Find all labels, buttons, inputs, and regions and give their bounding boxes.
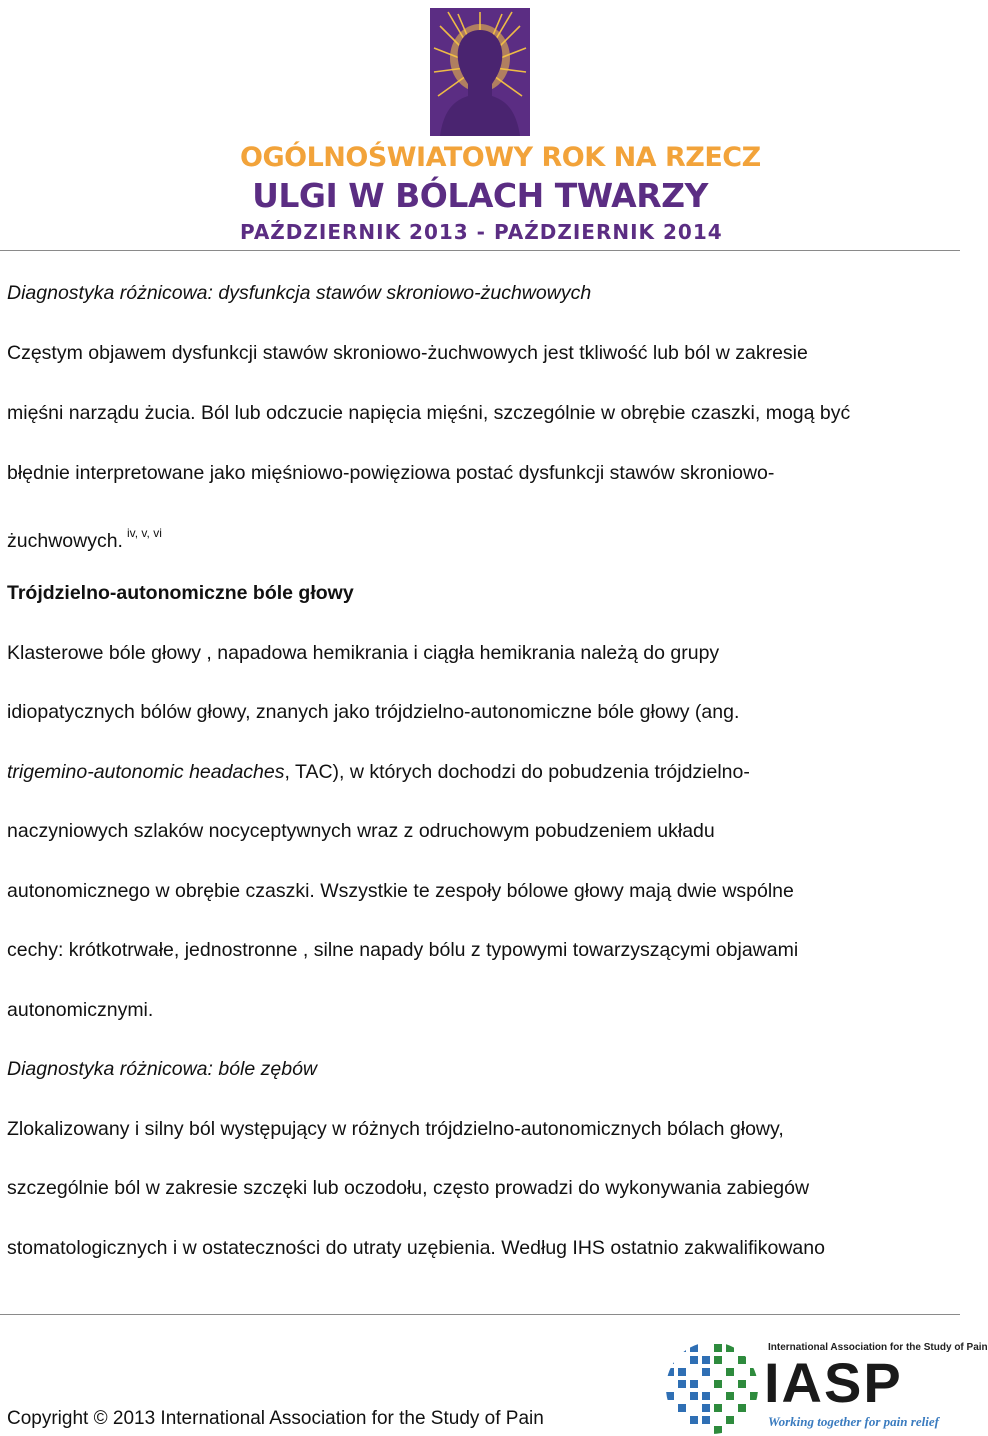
logo-date-range: PAŹDZIERNIK 2013 - PAŹDZIERNIK 2014 (240, 220, 723, 244)
dental-heading: Diagnostyka różnicowa: bóle zębów (7, 1058, 318, 1080)
header-divider (0, 250, 960, 251)
tac-paragraph-line: autonomicznymi. (7, 999, 154, 1021)
iasp-logo (664, 1340, 988, 1436)
head-silhouette-emblem-icon (430, 8, 530, 136)
tmd-paragraph-line: Częstym objawem dysfunkcji stawów skroniowo-żuchwowych jest tkliwość lub ból w zakresie (7, 342, 808, 364)
tac-paragraph-line: Klasterowe bóle głowy , napadowa hemikrania i ciągła hemikrania należą do grupy (7, 642, 720, 664)
iasp-tagline: Working together for pain relief (768, 1414, 939, 1429)
tac-paragraph-line: cechy: krótkotrwałe, jednostronne , silne napady bólu z typowymi towarzyszącymi objawami (7, 939, 799, 961)
tac-english-term: trigemino-autonomic headaches (7, 761, 285, 783)
reference-superscript: iv, v, vi (126, 526, 162, 540)
tac-heading: Trójdzielno-autonomiczne bóle głowy (7, 582, 354, 604)
tac-paragraph-line: autonomicznego w obrębie czaszki. Wszystkie te zespoły bólowe głowy mają dwie wspólne (7, 880, 794, 902)
footer-divider (0, 1314, 960, 1315)
copyright-notice: Copyright © 2013 International Association for the Study of Pain (7, 1408, 544, 1429)
iasp-organization-name: International Association for the Study of Pain (768, 1342, 988, 1353)
logo-title-line1: OGÓLNOŚWIATOWY ROK NA RZECZ (240, 142, 761, 173)
dental-paragraph-line: stomatologicznych i w ostateczności do utraty uzębienia. Według IHS ostatnio zakwalifikowano (7, 1237, 825, 1259)
tac-paragraph-line: idiopatycznych bólów głowy, znanych jako trójdzielno-autonomiczne bóle głowy (ang. (7, 701, 740, 723)
tac-paragraph-line (7, 759, 750, 785)
tmd-paragraph-line (7, 520, 162, 554)
tac-paragraph-text: , TAC), w których dochodzi do pobudzenia trójdzielno- (284, 761, 750, 783)
tmd-paragraph-line: błędnie interpretowane jako mięśniowo-powięziowa postać dysfunkcji stawów skroniowo- (7, 462, 775, 484)
iasp-globe-icon (664, 1340, 760, 1436)
tmd-paragraph-end: żuchwowych. (7, 530, 123, 552)
tmd-paragraph-line: mięśni narządu żucia. Ból lub odczucie napięcia mięśni, szczególnie w obrębie czaszki, mogą być (7, 402, 851, 424)
dental-paragraph-line: szczególnie ból w zakresie szczęki lub oczodołu, często prowadzi do wykonywania zabiegów (7, 1177, 810, 1199)
header-logo (240, 8, 761, 248)
dental-paragraph-line: Zlokalizowany i silny ból występujący w różnych trójdzielno-autonomicznych bólach głowy, (7, 1118, 784, 1140)
iasp-acronym: IASP (764, 1351, 903, 1414)
tac-paragraph-line: naczyniowych szlaków nocyceptywnych wraz z odruchowym pobudzeniem układu (7, 820, 715, 842)
logo-title-line2: ULGI W BÓLACH TWARZY (252, 176, 708, 215)
tmd-heading: Diagnostyka różnicowa: dysfunkcja stawów skroniowo-żuchwowych (7, 282, 592, 304)
